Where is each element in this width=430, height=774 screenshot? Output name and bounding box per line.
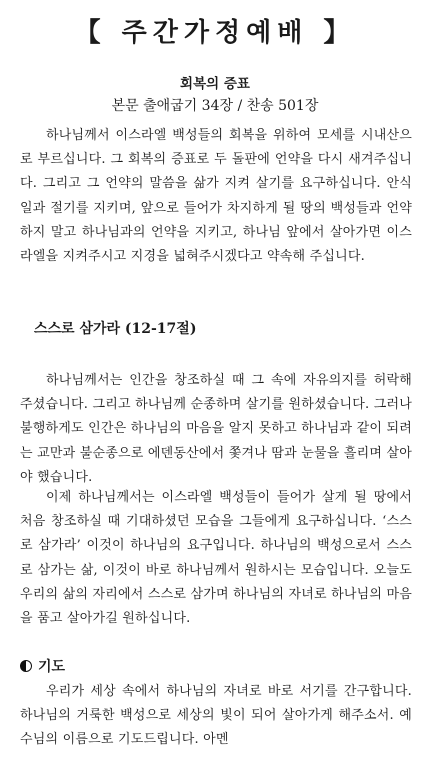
page-title: 【 주간가정예배 】 <box>74 18 356 48</box>
intro-paragraph: 하나님께서 이스라엘 백성들의 회복을 위하여 모세를 시내산으로 부르십니다. 그 회복의 증표로 두 돌판에 언약을 다시 새겨주십니다. 그리고 그 언약의 말씀을 삶가 지켜 살기를 요구하십니다. 안식일과 절기를 지키며, 앞으로 들어가 차지하게 될 땅의 백성들과 언약하지 말고 하나님과의 언약을 지키고, 하나님 앞에서 살아가면 이스라엘을 지켜주시고 지경을 넓혀주시겠다고 약속해 주십니다. <box>20 128 412 265</box>
half-filled-circle-icon <box>20 660 32 672</box>
prayer-heading-label: 기도 <box>38 659 66 675</box>
prayer-paragraph: 우리가 세상 속에서 하나님의 자녀로 바로 서기를 간구합니다. 하나님의 거룩한 백성으로 세상의 빛이 되어 살아가게 해주소서. 예수님의 이름으로 기도드립니다. 아멘 <box>20 684 412 748</box>
section-paragraph-2: 이제 하나님께서는 이스라엘 백성들이 들어가 살게 될 땅에서 처음 창조하실 때 기대하셨던 모습을 그들에게 요구하십니다. ‘스스로 삼가라’ 이것이 하나님의 요구입니다. 하나님의 백성으로서 스스로 삼가는 삶, 이것이 바로 하나님께서 원하시는 모습입니다. 오늘도 우리의 삶의 자리에서 스스로 삼가며 하나님의 자녀로 하나님의 마음을 품고 살아가길 원하십니다. <box>20 490 412 627</box>
scripture-hymn-reference: 본문 출애굽기 34장 / 찬송 501장 <box>111 98 319 114</box>
prayer-heading <box>20 656 65 676</box>
section-heading-restraint: 스스로 삼가라 (12-17절) <box>34 321 197 337</box>
section-paragraph-1: 하나님께서는 인간을 창조하실 때 그 속에 자유의지를 허락해 주셨습니다. 그리고 하나님께 순종하며 살기를 원하셨습니다. 그러나 불행하게도 인간은 하나님의 마음을 알지 못하고 하나님과 같이 되려는 교만과 불순종으로 에덴동산에서 쫓겨나 땀과 눈물을 흘리며 살아야 했습니다. <box>20 373 412 485</box>
sermon-title: 회복의 증표 <box>180 76 250 92</box>
